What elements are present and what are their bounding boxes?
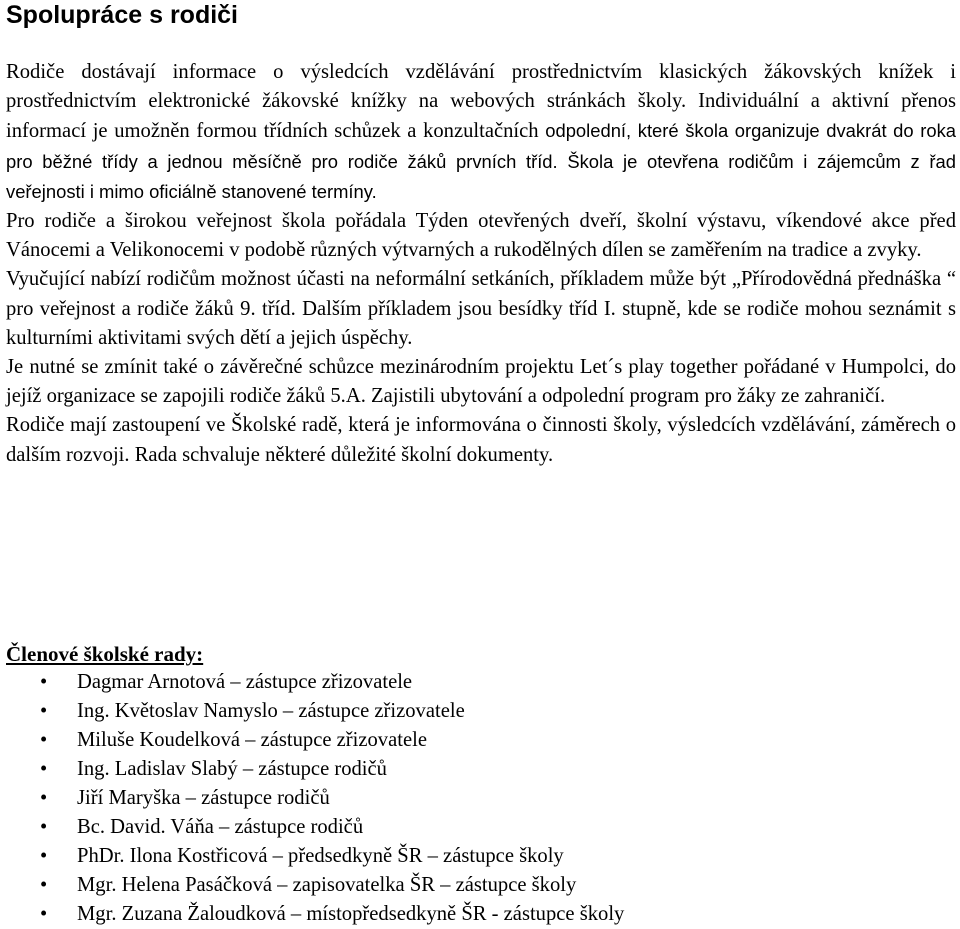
bullet-icon: • — [40, 845, 48, 867]
paragraph-information-part2: odpolední, které škola organizuje dvakrát do roka pro běžné třídy a jednou měsíčně pro rodiče žáků prvních tříd. Škola je otevřena rodičům i zájemcům z řad veřejnosti i mimo oficiálně stanovené termíny. — [6, 120, 956, 202]
council-member-list — [0, 668, 624, 929]
bullet-icon: • — [40, 700, 48, 722]
member-text: Ing. Ladislav Slabý – zástupce rodičů — [77, 758, 387, 780]
bullet-icon: • — [40, 816, 48, 838]
page-title: Spolupráce s rodiči — [6, 1, 239, 29]
list-item — [0, 842, 624, 871]
list-item — [0, 871, 624, 900]
list-item — [0, 668, 624, 697]
list-item — [0, 813, 624, 842]
body-text — [6, 58, 956, 470]
list-item — [0, 755, 624, 784]
council-heading: Členové školské rady: — [6, 642, 204, 666]
bullet-icon: • — [40, 729, 48, 751]
member-text: Miluše Koudelková – zástupce zřizovatele — [77, 729, 427, 751]
member-text: Jiří Maryška – zástupce rodičů — [77, 787, 330, 809]
bullet-icon: • — [40, 903, 48, 925]
list-item — [0, 900, 624, 929]
bullet-icon: • — [40, 874, 48, 896]
paragraph-school-council: Rodiče mají zastoupení ve Školské radě, která je informována o činnosti školy, výsledcích vzdělávání, záměrech o dalším rozvoji. Rada schvaluje některé důležité školní dokumenty. — [6, 414, 956, 466]
member-text: Ing. Květoslav Namyslo – zástupce zřizovatele — [77, 700, 465, 722]
list-item — [0, 784, 624, 813]
bullet-icon: • — [40, 758, 48, 780]
list-item — [0, 726, 624, 755]
bullet-icon: • — [40, 787, 48, 809]
member-text: Dagmar Arnotová – zástupce zřizovatele — [77, 671, 413, 693]
paragraph-information-part1: Rodiče dostávají informace o výsledcích vzdělávání prostřednictvím klasických žákovských knížek i prostřednictvím elektronické žákovské knížky na webových stránkách školy. Individuální a aktivní přenos informací je umožněn formou třídních schůzek a konzultačních — [6, 61, 956, 143]
member-text: PhDr. Ilona Kostřicová – předsedkyně ŠR – zástupce školy — [77, 845, 564, 867]
list-item — [0, 697, 624, 726]
paragraph-information — [6, 58, 956, 207]
paragraph-open-days: Pro rodiče a širokou veřejnost škola pořádala Týden otevřených dveří, školní výstavu, víkendové akce před Vánocemi a Velikonocemi v podobě různých výtvarných a rukodělných dílen se zaměřením na tradice a zvyky. — [6, 210, 956, 262]
member-text: Mgr. Helena Pasáčková – zapisovatelka ŠR – zástupce školy — [77, 874, 577, 896]
paragraph-project: Je nutné se zmínit také o závěrečné schůzce mezinárodním projektu Let´s play together pořádané v Humpolci, do jejíž organizace se zapojili rodiče žáků 5.A. Zajistili ubytování a odpolední program pro žáky ze zahraničí. — [6, 356, 956, 408]
member-text: Mgr. Zuzana Žaloudková – místopředsedkyně ŠR - zástupce školy — [77, 903, 625, 925]
bullet-icon: • — [40, 671, 48, 693]
paragraph-meetings: Vyučující nabízí rodičům možnost účasti na neformální setkáních, příkladem může být „Přírodovědná přednáška “ pro veřejnost a rodiče žáků 9. tříd. Dalším příkladem jsou besídky tříd I. stupně, kde se rodiče mohou seznámit s kulturními aktivitami svých dětí a jejich úspěchy. — [6, 268, 956, 349]
member-text: Bc. David. Váňa – zástupce rodičů — [77, 816, 364, 838]
